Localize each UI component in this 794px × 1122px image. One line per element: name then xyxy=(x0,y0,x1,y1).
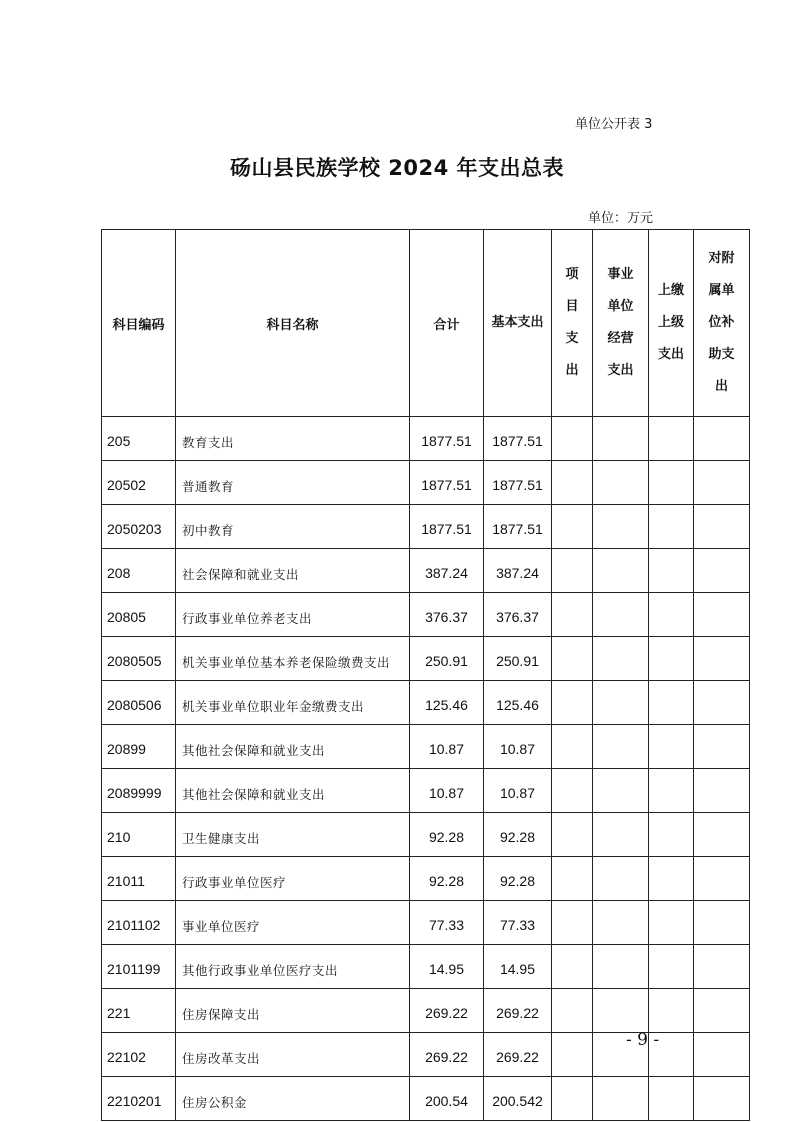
row-upper xyxy=(649,681,694,725)
row-basic: 10.87 xyxy=(484,769,552,813)
row-subsidy xyxy=(694,681,750,725)
row-code: 2101102 xyxy=(102,901,176,945)
row-business xyxy=(593,769,649,813)
row-subsidy xyxy=(694,945,750,989)
table-row xyxy=(102,637,750,681)
row-project xyxy=(552,549,593,593)
row-project xyxy=(552,505,593,549)
page-number: - 9 - xyxy=(626,1030,660,1050)
row-code: 20805 xyxy=(102,593,176,637)
header-row xyxy=(102,230,750,417)
row-total: 269.22 xyxy=(410,1033,484,1077)
row-name: 社会保障和就业支出 xyxy=(176,549,410,593)
row-total: 14.95 xyxy=(410,945,484,989)
header-subsidy: 对附属单位补助支出 xyxy=(694,230,750,417)
row-code: 21011 xyxy=(102,857,176,901)
row-upper xyxy=(649,901,694,945)
row-basic: 14.95 xyxy=(484,945,552,989)
row-project xyxy=(552,989,593,1033)
row-total: 387.24 xyxy=(410,549,484,593)
row-subsidy xyxy=(694,857,750,901)
row-basic: 269.22 xyxy=(484,1033,552,1077)
row-code: 2089999 xyxy=(102,769,176,813)
header-total: 合计 xyxy=(410,230,484,417)
row-basic: 1877.51 xyxy=(484,417,552,461)
row-upper xyxy=(649,417,694,461)
row-subsidy xyxy=(694,725,750,769)
row-basic: 125.46 xyxy=(484,681,552,725)
row-project xyxy=(552,901,593,945)
row-total: 10.87 xyxy=(410,725,484,769)
row-basic: 200.542 xyxy=(484,1077,552,1121)
row-business xyxy=(593,681,649,725)
row-code: 208 xyxy=(102,549,176,593)
row-upper xyxy=(649,593,694,637)
row-name: 行政事业单位养老支出 xyxy=(176,593,410,637)
table-row xyxy=(102,989,750,1033)
header-code: 科目编码 xyxy=(102,230,176,417)
header-upper: 上缴上级支出 xyxy=(649,230,694,417)
row-name: 住房改革支出 xyxy=(176,1033,410,1077)
row-code: 2080505 xyxy=(102,637,176,681)
row-name: 卫生健康支出 xyxy=(176,813,410,857)
row-business xyxy=(593,637,649,681)
row-subsidy xyxy=(694,813,750,857)
row-basic: 269.22 xyxy=(484,989,552,1033)
row-upper xyxy=(649,945,694,989)
table-row xyxy=(102,813,750,857)
row-business xyxy=(593,725,649,769)
table-row xyxy=(102,945,750,989)
table-row xyxy=(102,593,750,637)
table-row xyxy=(102,681,750,725)
row-project xyxy=(552,461,593,505)
row-upper xyxy=(649,725,694,769)
row-basic: 92.28 xyxy=(484,857,552,901)
row-code: 210 xyxy=(102,813,176,857)
row-total: 1877.51 xyxy=(410,417,484,461)
row-project xyxy=(552,769,593,813)
row-total: 269.22 xyxy=(410,989,484,1033)
row-project xyxy=(552,945,593,989)
table-row xyxy=(102,417,750,461)
row-code: 2101199 xyxy=(102,945,176,989)
row-total: 10.87 xyxy=(410,769,484,813)
row-project xyxy=(552,725,593,769)
row-basic: 1877.51 xyxy=(484,505,552,549)
row-total: 125.46 xyxy=(410,681,484,725)
table-row xyxy=(102,901,750,945)
row-subsidy xyxy=(694,461,750,505)
row-subsidy xyxy=(694,989,750,1033)
row-total: 250.91 xyxy=(410,637,484,681)
row-code: 20502 xyxy=(102,461,176,505)
row-subsidy xyxy=(694,549,750,593)
table-row xyxy=(102,461,750,505)
row-code: 2050203 xyxy=(102,505,176,549)
form-number: 单位公开表 3 xyxy=(575,117,653,132)
row-project xyxy=(552,1077,593,1121)
table-row xyxy=(102,549,750,593)
row-upper xyxy=(649,989,694,1033)
row-basic: 376.37 xyxy=(484,593,552,637)
row-name: 教育支出 xyxy=(176,417,410,461)
row-project xyxy=(552,417,593,461)
row-total: 92.28 xyxy=(410,813,484,857)
header-business: 事业单位经营支出 xyxy=(593,230,649,417)
row-business xyxy=(593,505,649,549)
row-project xyxy=(552,813,593,857)
row-name: 行政事业单位医疗 xyxy=(176,857,410,901)
table-row xyxy=(102,725,750,769)
row-subsidy xyxy=(694,637,750,681)
row-project xyxy=(552,857,593,901)
row-upper xyxy=(649,813,694,857)
row-code: 22102 xyxy=(102,1033,176,1077)
row-project xyxy=(552,637,593,681)
row-total: 77.33 xyxy=(410,901,484,945)
row-basic: 250.91 xyxy=(484,637,552,681)
table-row xyxy=(102,505,750,549)
row-code: 2210201 xyxy=(102,1077,176,1121)
row-upper xyxy=(649,461,694,505)
row-upper xyxy=(649,549,694,593)
row-name: 机关事业单位基本养老保险缴费支出 xyxy=(176,637,410,681)
row-code: 205 xyxy=(102,417,176,461)
row-business xyxy=(593,857,649,901)
row-upper xyxy=(649,505,694,549)
row-code: 20899 xyxy=(102,725,176,769)
row-subsidy xyxy=(694,417,750,461)
header-name: 科目名称 xyxy=(176,230,410,417)
row-subsidy xyxy=(694,505,750,549)
row-business xyxy=(593,549,649,593)
row-subsidy xyxy=(694,1033,750,1077)
row-total: 376.37 xyxy=(410,593,484,637)
row-project xyxy=(552,1033,593,1077)
row-business xyxy=(593,1077,649,1121)
row-basic: 92.28 xyxy=(484,813,552,857)
header-project: 项目支出 xyxy=(552,230,593,417)
row-business xyxy=(593,901,649,945)
row-code: 221 xyxy=(102,989,176,1033)
table-row xyxy=(102,1077,750,1121)
row-total: 92.28 xyxy=(410,857,484,901)
row-upper xyxy=(649,769,694,813)
row-code: 2080506 xyxy=(102,681,176,725)
row-basic: 1877.51 xyxy=(484,461,552,505)
row-business xyxy=(593,417,649,461)
row-total: 200.54 xyxy=(410,1077,484,1121)
row-total: 1877.51 xyxy=(410,505,484,549)
row-name: 其他社会保障和就业支出 xyxy=(176,769,410,813)
row-name: 初中教育 xyxy=(176,505,410,549)
row-business xyxy=(593,945,649,989)
row-business xyxy=(593,989,649,1033)
row-name: 事业单位医疗 xyxy=(176,901,410,945)
row-upper xyxy=(649,857,694,901)
row-upper xyxy=(649,1077,694,1121)
row-basic: 10.87 xyxy=(484,725,552,769)
row-name: 普通教育 xyxy=(176,461,410,505)
row-name: 其他行政事业单位医疗支出 xyxy=(176,945,410,989)
row-subsidy xyxy=(694,593,750,637)
row-project xyxy=(552,681,593,725)
row-project xyxy=(552,593,593,637)
unit-label: 单位：万元 xyxy=(588,211,654,226)
row-basic: 387.24 xyxy=(484,549,552,593)
table-row xyxy=(102,769,750,813)
row-subsidy xyxy=(694,901,750,945)
row-basic: 77.33 xyxy=(484,901,552,945)
page-title: 砀山县民族学校 2024 年支出总表 xyxy=(229,156,565,180)
row-name: 机关事业单位职业年金缴费支出 xyxy=(176,681,410,725)
row-upper xyxy=(649,637,694,681)
expenditure-table xyxy=(101,229,750,1121)
row-subsidy xyxy=(694,769,750,813)
row-name: 住房公积金 xyxy=(176,1077,410,1121)
row-subsidy xyxy=(694,1077,750,1121)
row-business xyxy=(593,813,649,857)
row-business xyxy=(593,461,649,505)
row-total: 1877.51 xyxy=(410,461,484,505)
header-basic: 基本支出 xyxy=(484,230,552,417)
row-name: 其他社会保障和就业支出 xyxy=(176,725,410,769)
row-name: 住房保障支出 xyxy=(176,989,410,1033)
row-business xyxy=(593,593,649,637)
table-row xyxy=(102,857,750,901)
